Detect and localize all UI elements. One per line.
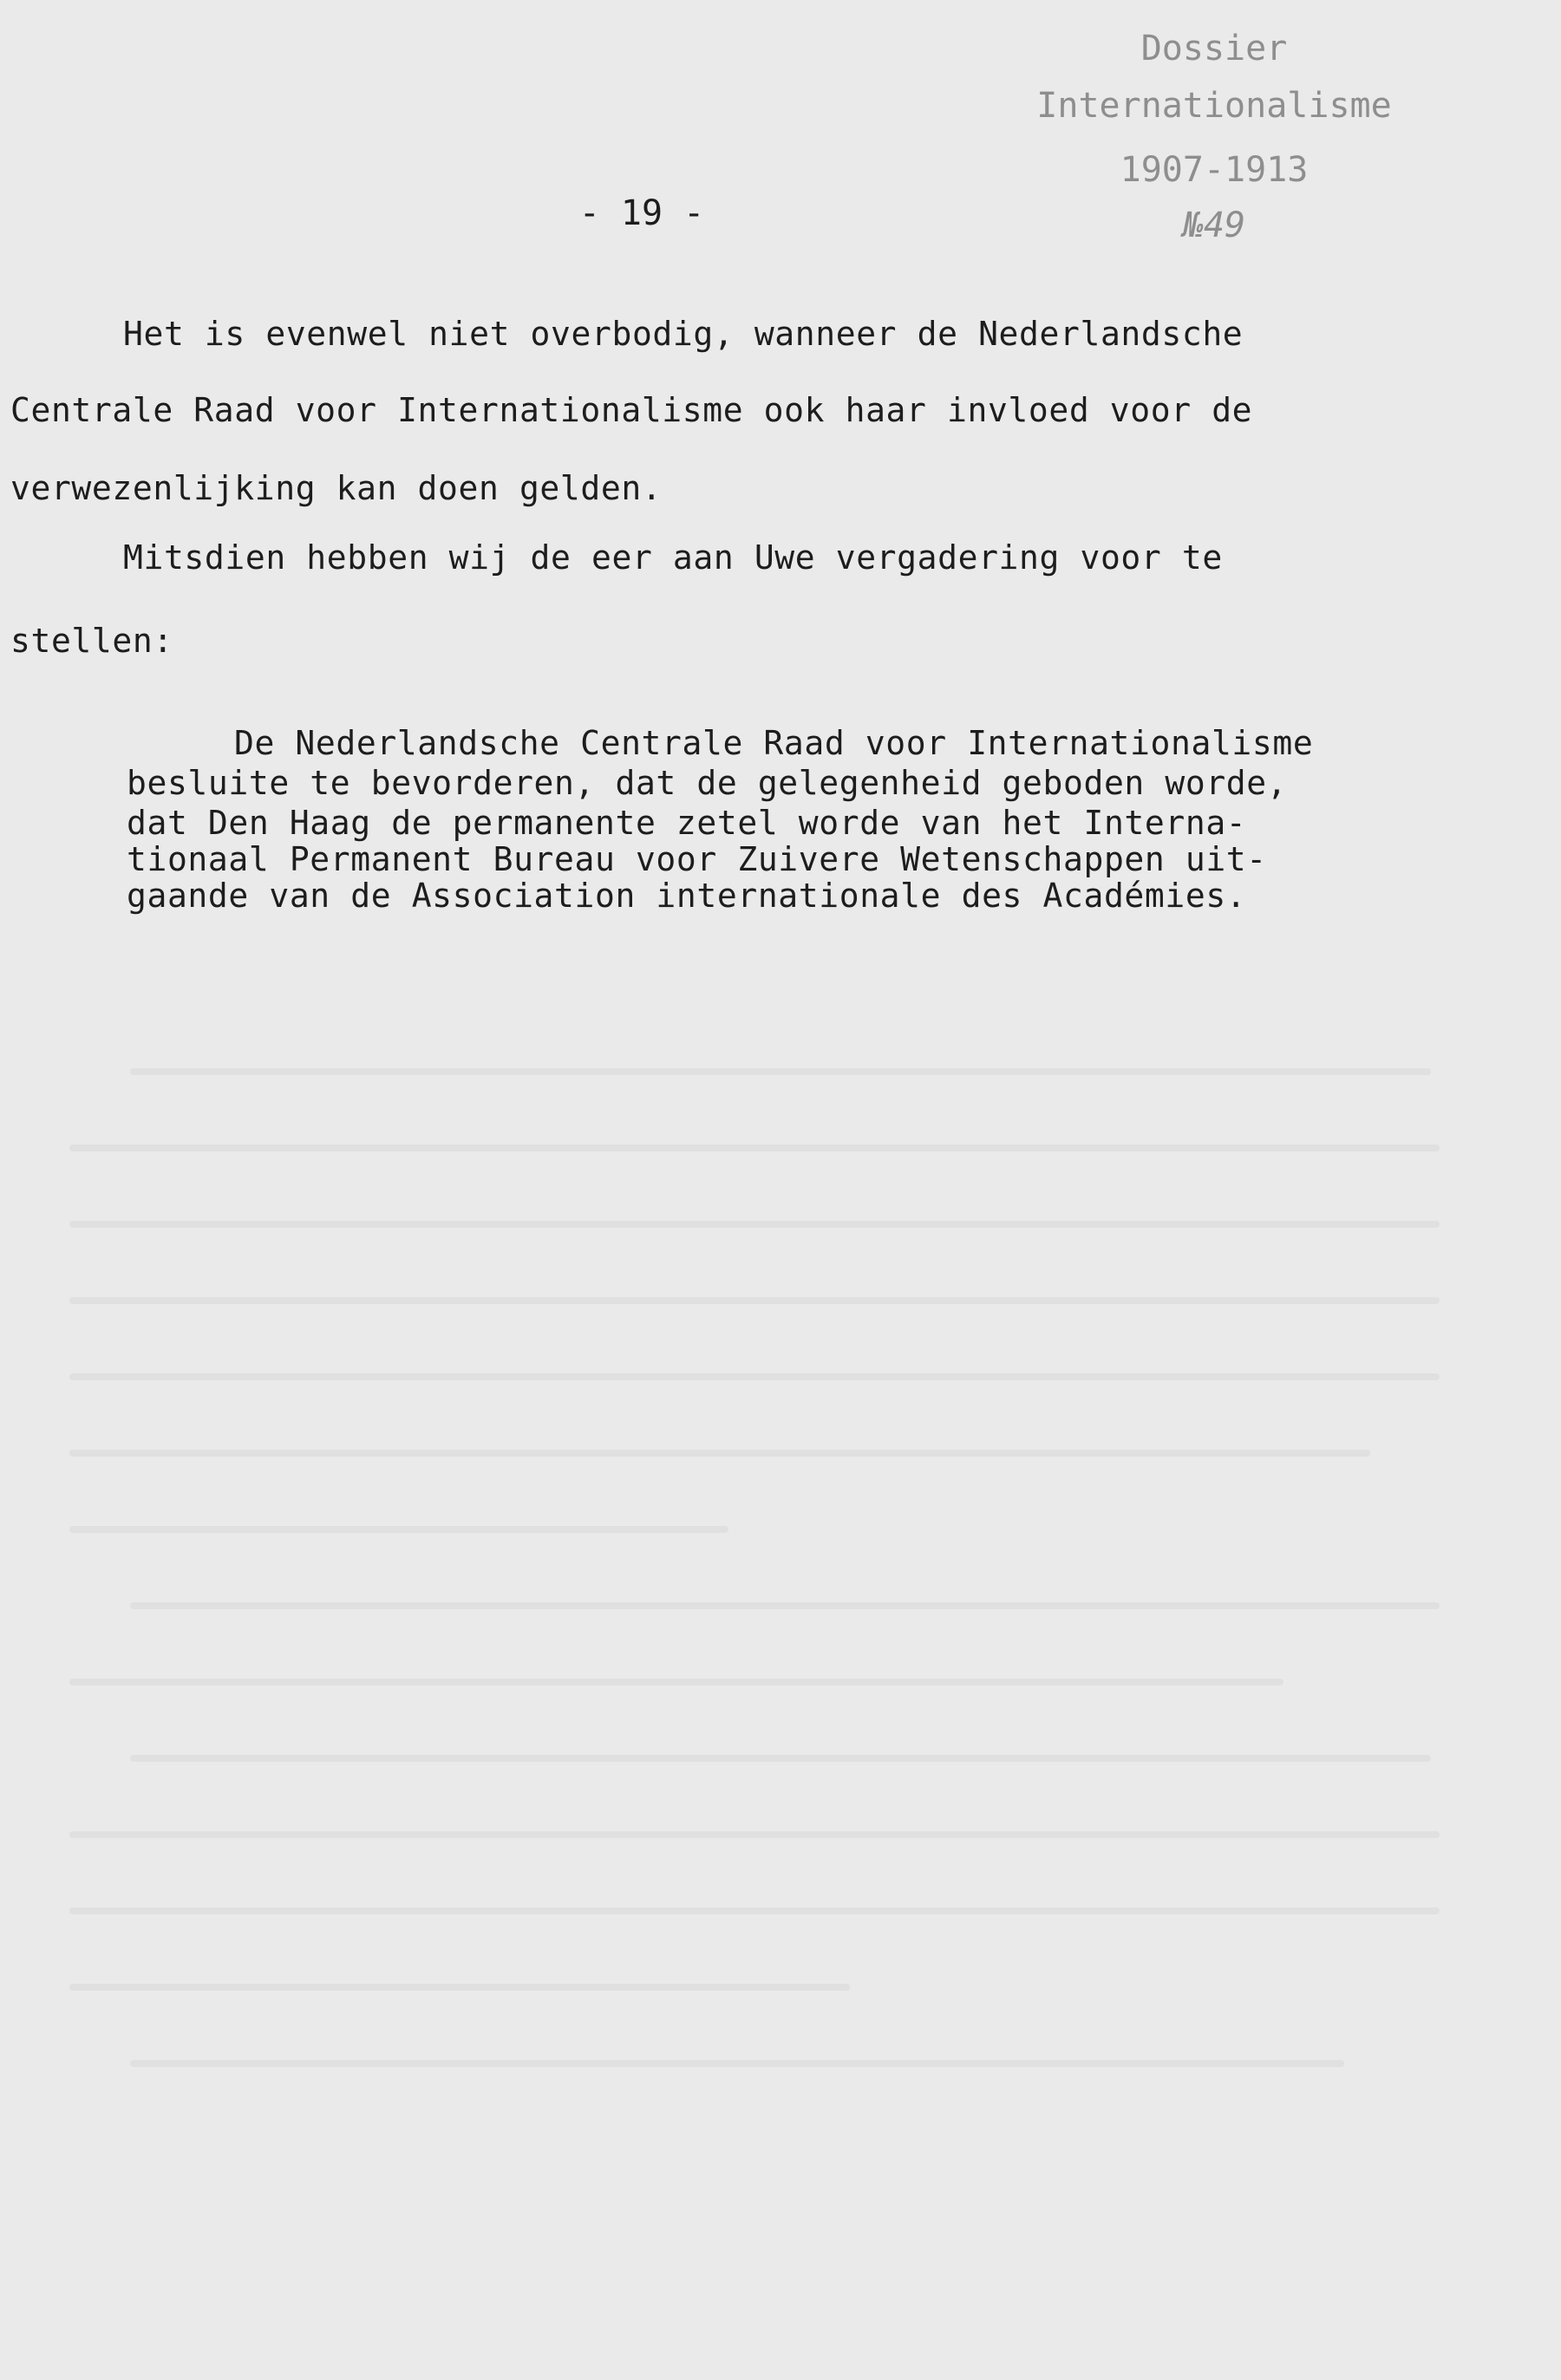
paragraph-2-line-1: Mitsdien hebben wij de eer aan Uwe vergadering voor te bbox=[123, 538, 1223, 577]
resolution-line-4: tionaal Permanent Bureau voor Zuivere Wetenschappen uit- bbox=[127, 840, 1267, 878]
paragraph-1-line-3: verwezenlijking kan doen gelden. bbox=[10, 469, 663, 507]
paragraph-1-line-1: Het is evenwel niet overbodig, wanneer de Nederlandsche bbox=[123, 315, 1244, 353]
stamp-subject: Internationalisme bbox=[1036, 86, 1392, 126]
paragraph-2-line-2: stellen: bbox=[10, 622, 173, 660]
stamp-dossier: Dossier bbox=[1140, 29, 1288, 68]
resolution-line-2: besluite te bevorderen, dat de gelegenheid geboden worde, bbox=[127, 764, 1288, 802]
stamp-years: 1907-1913 bbox=[1120, 150, 1309, 190]
resolution-line-5: gaande van de Association internationale des Académies. bbox=[127, 877, 1247, 915]
page-number: - 19 - bbox=[578, 193, 705, 233]
stamp-number: №49 bbox=[1182, 205, 1246, 245]
resolution-line-3: dat Den Haag de permanente zetel worde van het Interna- bbox=[127, 804, 1247, 842]
resolution-line-1: De Nederlandsche Centrale Raad voor Internationalisme bbox=[234, 724, 1314, 762]
paragraph-1-line-2: Centrale Raad voor Internationalisme ook haar invloed voor de bbox=[10, 391, 1253, 429]
